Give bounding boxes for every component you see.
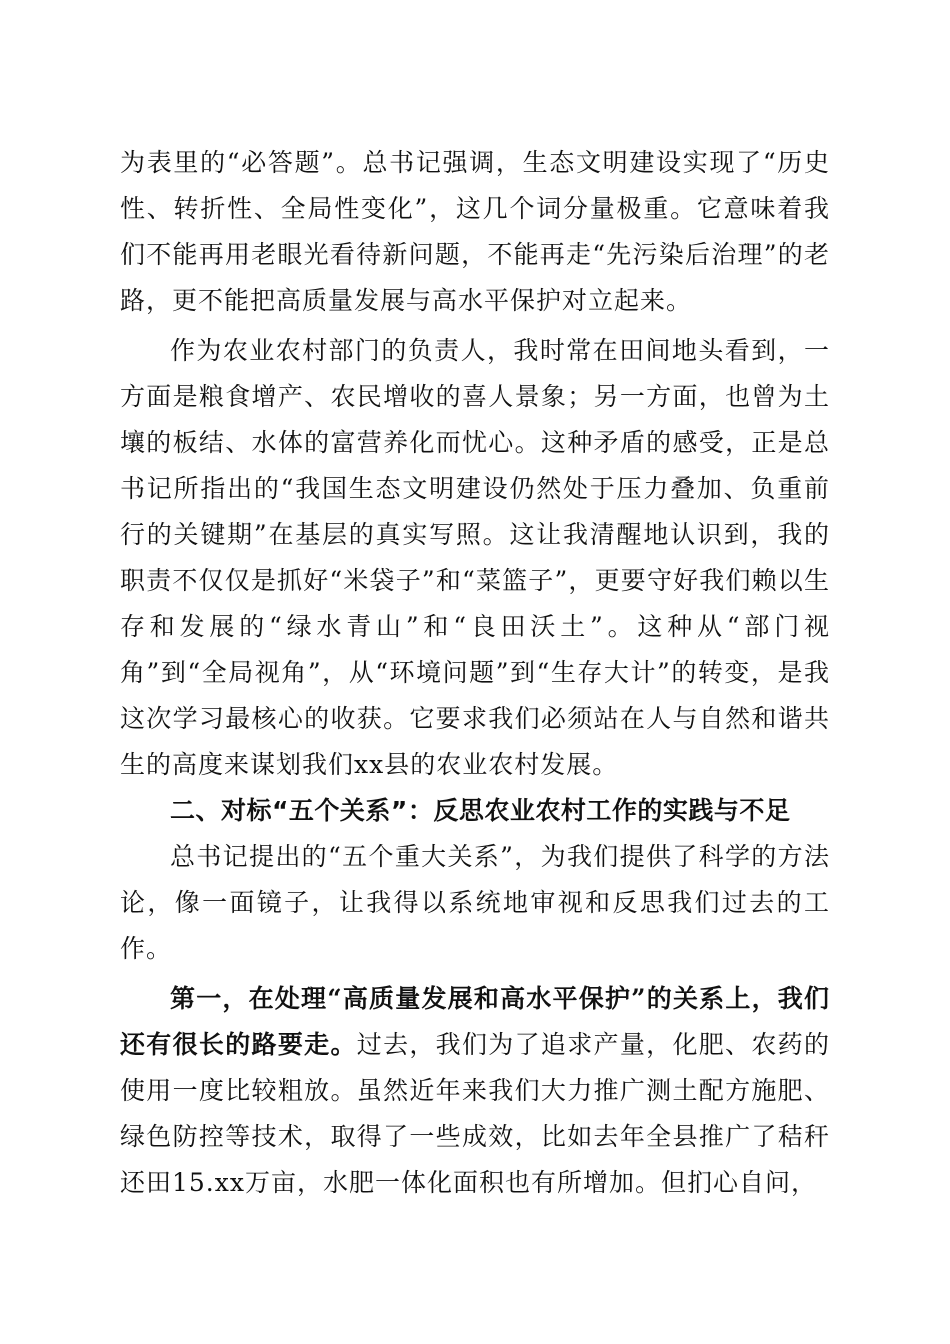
document-body — [120, 140, 830, 1206]
paragraph-3: 总书记提出的“五个重大关系”，为我们提供了科学的方法论，像一面镜子，让我得以系统地审视和反思我们过去的工作。 — [120, 842, 830, 963]
paragraph-4-rest: 过去，我们为了追求产量，化肥、农药的使用一度比较粗放。虽然近年来我们大力推广测土配方施肥、绿色防控等技术，取得了一些成效，比如去年全县推广了秸秆还田15.xx万亩，水肥一体化面积也有所增加。但扪心自问， — [120, 1030, 830, 1197]
paragraph-1: 为表里的“必答题”。总书记强调，生态文明建设实现了“历史性、转折性、全局性变化”，这几个词分量极重。它意味着我们不能再用老眼光看待新问题，不能再走“先污染后治理”的老路，更不能把高质量发展与高水平保护对立起来。 — [120, 148, 830, 315]
paragraph-2: 作为农业农村部门的负责人，我时常在田间地头看到，一方面是粮食增产、农民增收的喜人景象；另一方面，也曾为土壤的板结、水体的富营养化而忧心。这种矛盾的感受，正是总书记所指出的“我国生态文明建设仍然处于压力叠加、负重前行的关键期”在基层的真实写照。这让我清醒地认识到，我的职责不仅仅是抓好“米袋子”和“菜篮子”，更要守好我们赖以生存和发展的“绿水青山”和“良田沃土”。这种从“部门视角”到“全局视角”，从“环境问题”到“生存大计”的转变，是我这次学习最核心的收获。它要求我们必须站在人与自然和谐共生的高度来谋划我们xx县的农业农村发展。 — [120, 336, 830, 779]
paragraph-4-lead: 第一，在处理“高质量发展和高水平保护”的关系上，我们还有很长的路要走。 — [120, 984, 830, 1059]
paragraph-4 — [120, 976, 830, 1206]
section-heading: 二、对标“五个关系”：反思农业农村工作的实践与不足 — [170, 796, 791, 825]
